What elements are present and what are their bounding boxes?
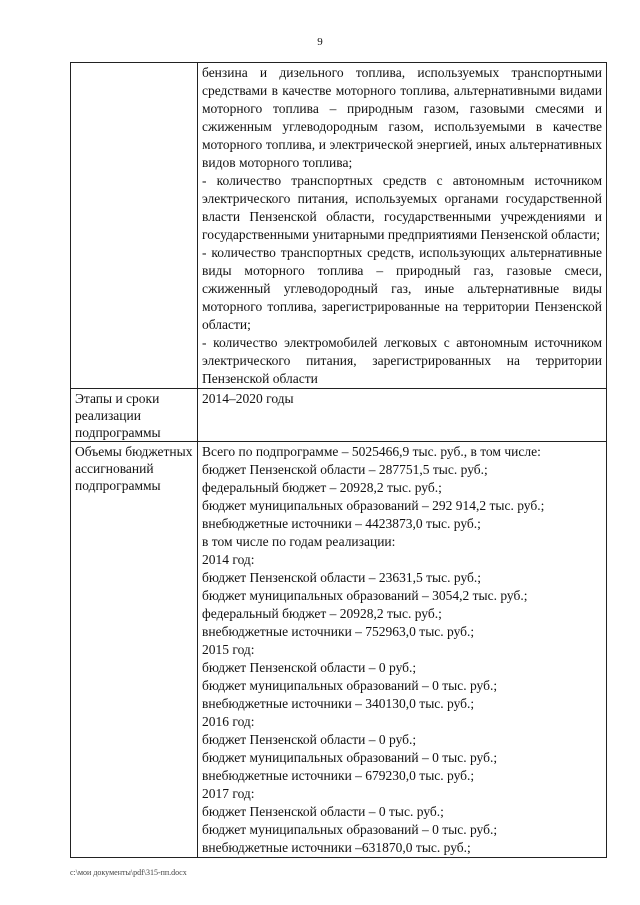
- budget-line: Всего по подпрограмме – 5025466,9 тыс. руб., в том числе:: [202, 444, 541, 459]
- passport-table: [70, 62, 607, 858]
- budget-line: 2015 год:: [202, 642, 255, 657]
- row-label-empty: [71, 63, 198, 389]
- budget-line: внебюджетные источники – 679230,0 тыс. руб.;: [202, 768, 475, 783]
- table-row-indicators: [71, 63, 607, 389]
- budget-line: федеральный бюджет – 20928,2 тыс. руб.;: [202, 606, 442, 621]
- budget-line: бюджет Пензенской области – 23631,5 тыс. руб.;: [202, 570, 482, 585]
- budget-line: 2014 год:: [202, 552, 255, 567]
- budget-line: внебюджетные источники – 752963,0 тыс. руб.;: [202, 624, 475, 639]
- budget-label: Объемы бюджетных ассигнований подпрограммы: [71, 442, 198, 858]
- budget-line: бюджет муниципальных образований – 0 тыс. руб.;: [202, 822, 498, 837]
- indicator-paragraph: бензина и дизельного топлива, используемых транспортными средствами в качестве моторного топлива, альтернативными видами моторного топлива – природным газом, газовыми смесями и сжиженным углеводородным газом, используемыми в качестве моторного топлива, и электрической энергией, иных альтернативных видов моторного топлива;: [202, 65, 602, 170]
- budget-line: 2016 год:: [202, 714, 255, 729]
- budget-line: бюджет Пензенской области – 0 тыс. руб.;: [202, 804, 444, 819]
- budget-line: бюджет Пензенской области – 0 руб.;: [202, 732, 417, 747]
- table-row-budget: [71, 442, 607, 858]
- budget-line: бюджет муниципальных образований – 0 тыс. руб.;: [202, 750, 498, 765]
- table-row-stages: [71, 389, 607, 442]
- budget-line: бюджет Пензенской области – 287751,5 тыс. руб.;: [202, 462, 488, 477]
- indicators-cell: [198, 63, 607, 389]
- stages-label: Этапы и сроки реализации подпрограммы: [71, 389, 198, 442]
- budget-line: внебюджетные источники –631870,0 тыс. руб.;: [202, 840, 471, 855]
- budget-line: федеральный бюджет – 20928,2 тыс. руб.;: [202, 480, 442, 495]
- budget-line: внебюджетные источники – 340130,0 тыс. руб.;: [202, 696, 475, 711]
- budget-line: бюджет муниципальных образований – 3054,2 тыс. руб.;: [202, 588, 528, 603]
- budget-line: бюджет муниципальных образований – 292 914,2 тыс. руб.;: [202, 498, 545, 513]
- budget-cell: [198, 442, 607, 858]
- indicator-paragraph: - количество транспортных средств с автономным источником электрического питания, используемых органами государственной власти Пензенской области, государственными учреждениями и государственными унитарными предприятиями Пензенской области;: [202, 173, 602, 242]
- budget-line: в том числе по годам реализации:: [202, 534, 396, 549]
- stages-value: 2014–2020 годы: [198, 389, 607, 442]
- indicator-paragraph: - количество электромобилей легковых с автономным источником электрического питания, зарегистрированных на территории Пензенской области: [202, 335, 602, 386]
- budget-line: бюджет муниципальных образований – 0 тыс. руб.;: [202, 678, 498, 693]
- budget-line: 2017 год:: [202, 786, 255, 801]
- indicator-paragraph: - количество транспортных средств, использующих альтернативные виды моторного топлива – природный газ, газовые смеси, сжиженный углеводородный газ, иные альтернативные виды моторного топлива, зарегистрированные на территории Пензенской области;: [202, 245, 602, 332]
- page-number: 9: [317, 36, 323, 48]
- budget-line: внебюджетные источники – 4423873,0 тыс. руб.;: [202, 516, 481, 531]
- file-path-footer: c:\мои документы\pdf\315-пп.docx: [70, 868, 187, 877]
- budget-line: бюджет Пензенской области – 0 руб.;: [202, 660, 417, 675]
